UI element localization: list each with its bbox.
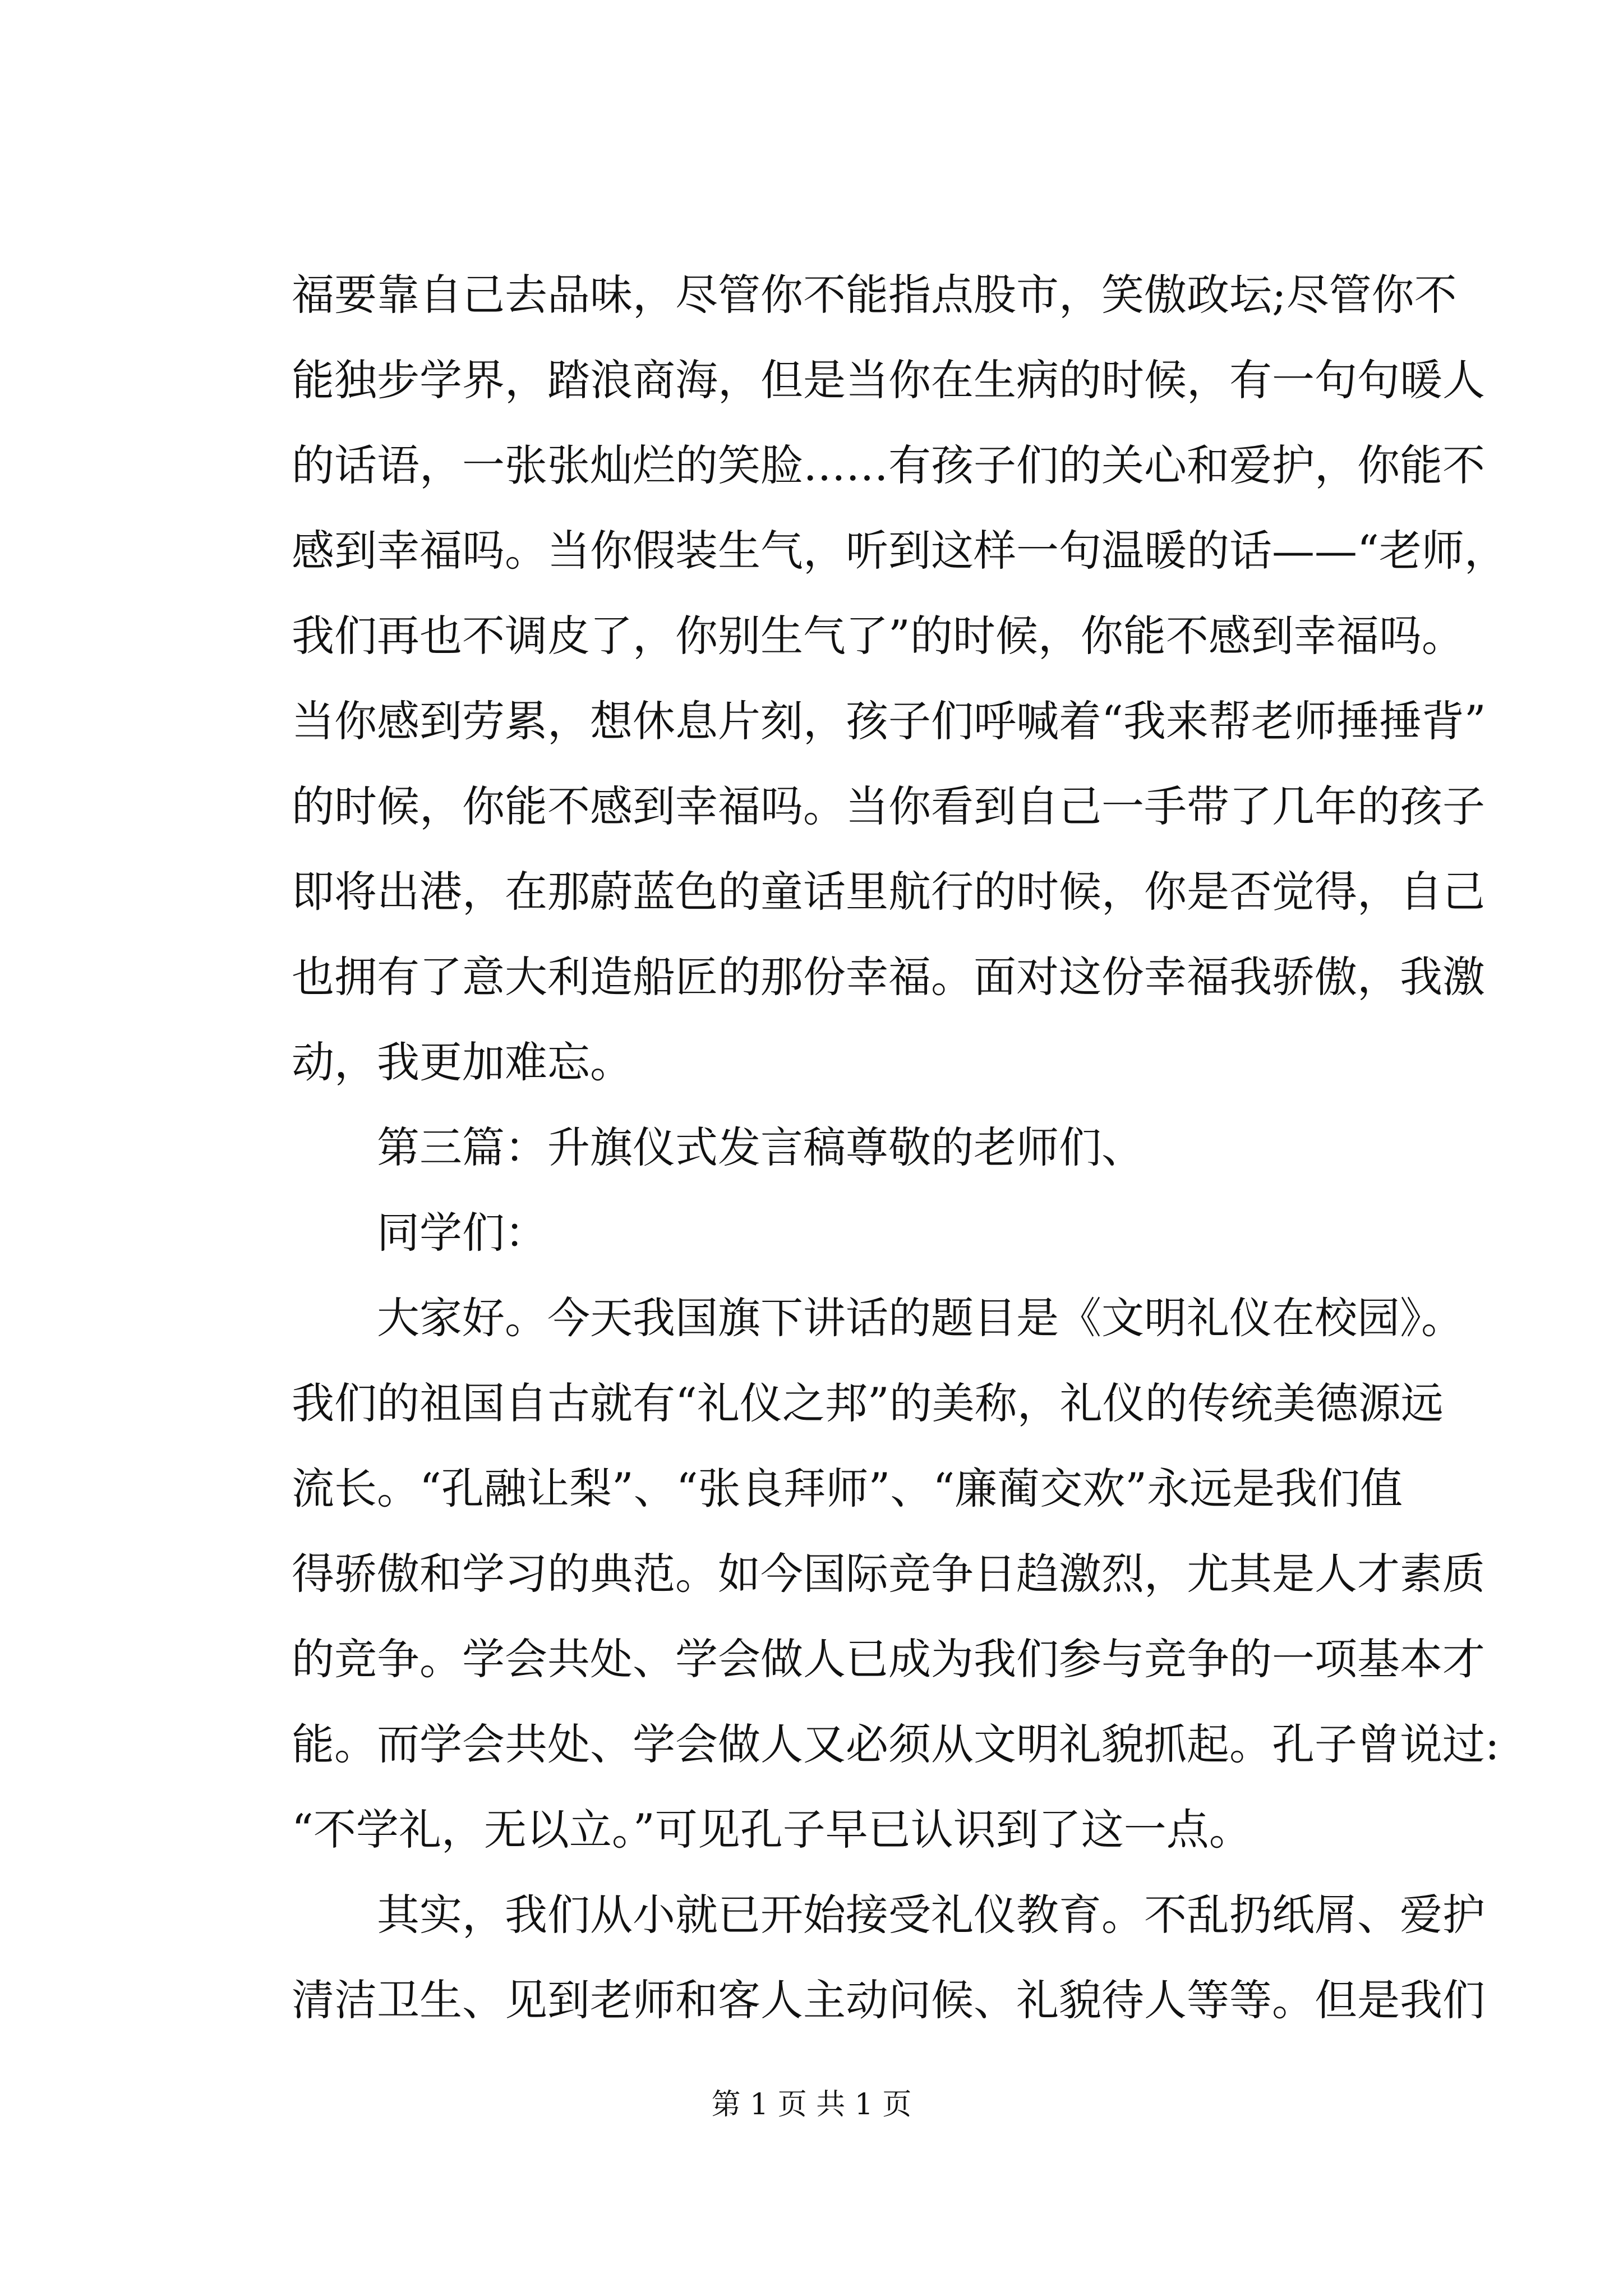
text-line: 感到幸福吗。当你假装生气，听到这样一句温暖的话——“老师， [292,526,1507,576]
text-line: 福要靠自己去品味，尽管你不能指点股市，笑傲政坛;尽管你不 [292,270,1457,320]
text-line: 流长。“孔融让梨”、“张良拜师”、“廉蔺交欢”永远是我们值 [292,1464,1403,1513]
text-line: 清洁卫生、见到老师和客人主动问候、礼貌待人等等。但是我们 [292,1975,1485,2025]
text-line: 能。而学会共处、学会做人又必须从文明礼貌抓起。孔子曾说过: [292,1719,1500,1769]
text-line: 的话语，一张张灿烂的笑脸……有孩子们的关心和爱护，你能不 [292,440,1485,490]
text-line: 我们的祖国自古就有“礼仪之邦”的美称，礼仪的传统美德源远 [292,1378,1444,1428]
paragraph-start: 大家好。今天我国旗下讲话的题目是《文明礼仪在校园》。 [377,1293,1464,1343]
text-line: 得骄傲和学习的典范。如今国际竞争日趋激烈，尤其是人才素质 [292,1549,1485,1599]
text-line: 也拥有了意大利造船匠的那份幸福。面对这份幸福我骄傲，我激 [292,952,1485,1002]
text-line: 能独步学界，踏浪商海，但是当你在生病的时候，有一句句暖人 [292,355,1485,405]
page-footer: 第 1 页 共 1 页 [711,2088,912,2122]
text-line: 即将出港，在那蔚蓝色的童话里航行的时候，你是否觉得，自己 [292,867,1485,917]
section-heading: 第三篇：升旗仪式发言稿尊敬的老师们、 [377,1122,1144,1172]
text-line: “不学礼，无以立。”可见孔子早已认识到了这一点。 [292,1805,1252,1855]
text-line: 动，我更加难忘。 [292,1037,633,1087]
text-line: 的时候，你能不感到幸福吗。当你看到自己一手带了几年的孩子 [292,781,1485,831]
text-line: 的竞争。学会共处、学会做人已成为我们参与竞争的一项基本才 [292,1634,1485,1684]
text-line: 我们再也不调皮了，你别生气了”的时候，你能不感到幸福吗。 [292,611,1464,661]
salutation: 同学们： [377,1208,547,1258]
document-body [292,252,1507,2043]
text-line: 当你感到劳累，想休息片刻，孩子们呼喊着“我来帮老师捶捶背” [292,696,1486,746]
paragraph-start: 其实，我们从小就已开始接受礼仪教育。不乱扔纸屑、爱护 [377,1890,1485,1940]
